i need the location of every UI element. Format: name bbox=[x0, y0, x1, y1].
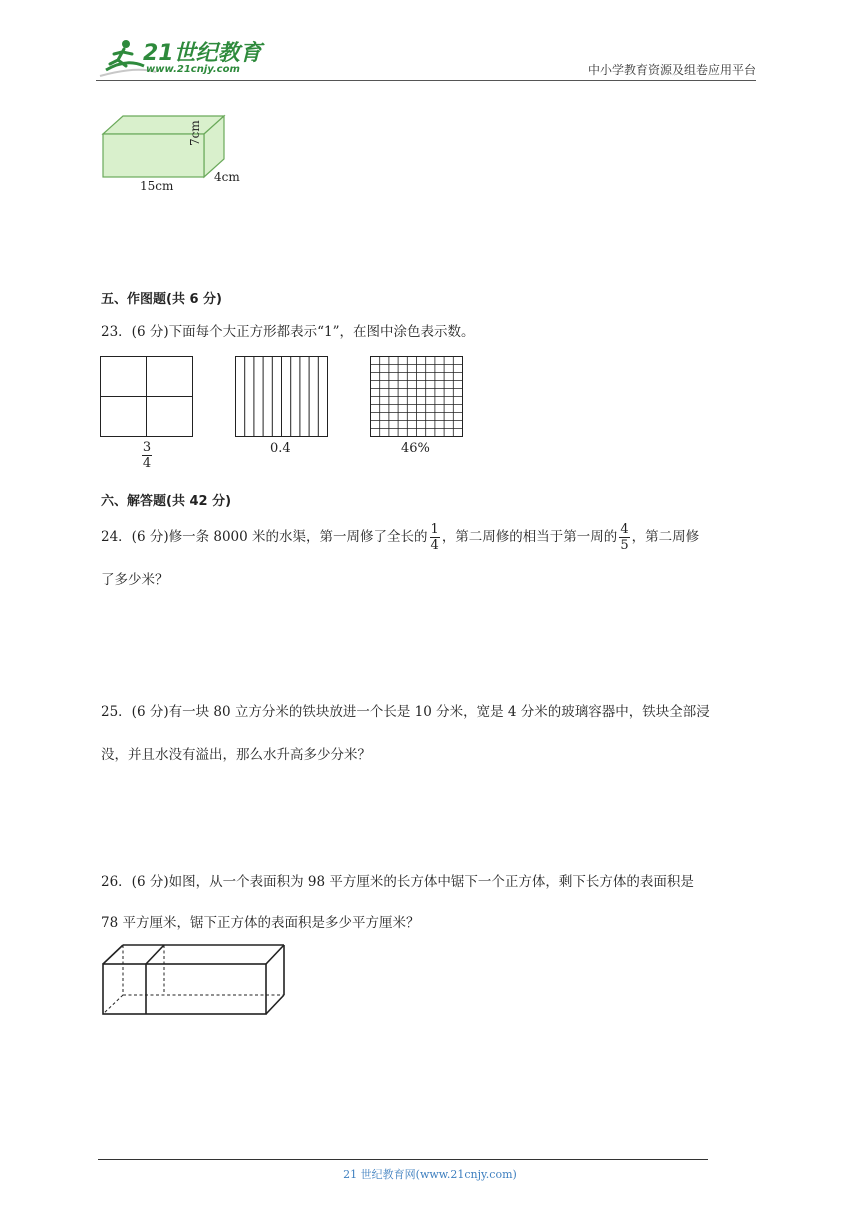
length-label: 15cm bbox=[140, 179, 174, 193]
label-decimal: 0.4 bbox=[270, 441, 291, 456]
question-24-part3: ，第二周修 bbox=[631, 529, 700, 545]
width-label: 4cm bbox=[214, 170, 240, 184]
question-23-text: 23．(6 分)下面每个大正方形都表示“1”，在图中涂色表示数。 bbox=[101, 324, 475, 340]
question-25-line1: 25．(6 分)有一块 80 立方分米的铁块放进一个长是 10 分米，宽是 4 分米的玻璃容器中，铁块全部浸 bbox=[101, 704, 710, 720]
label-percent: 46% bbox=[401, 441, 430, 456]
square-tenths bbox=[235, 356, 329, 438]
footer-divider bbox=[98, 1159, 708, 1160]
fraction-denominator: 4 bbox=[430, 538, 439, 553]
cuboid-figure bbox=[100, 114, 230, 182]
footer-text: 21 世纪教育网(www.21cnjy.com) bbox=[343, 1168, 517, 1181]
fraction-three-quarters bbox=[140, 440, 154, 471]
question-24-part1: 24．(6 分)修一条 8000 米的水渠，第一周修了全长的 bbox=[101, 529, 428, 545]
fraction-numerator: 3 bbox=[142, 440, 152, 455]
section-5-title: 五、作图题(共 6 分) bbox=[101, 292, 222, 307]
question-24-part2: ，第二周修的相当于第一周的 bbox=[441, 529, 618, 545]
question-24-line2: 了多少米？ bbox=[101, 572, 169, 588]
fraction-numerator: 1 bbox=[430, 522, 439, 537]
fraction-numerator: 4 bbox=[620, 522, 629, 537]
question-26-line2: 78 平方厘米，锯下正方体的表面积是多少平方厘米？ bbox=[101, 915, 420, 931]
fraction-denominator: 5 bbox=[620, 538, 629, 553]
fraction-denominator: 4 bbox=[142, 456, 152, 471]
square-hundredths bbox=[370, 356, 464, 438]
logo-brand: 21世纪教育 bbox=[143, 41, 262, 66]
cuboid-cut-figure bbox=[100, 942, 288, 1018]
header-platform-text: 中小学教育资源及组卷应用平台 bbox=[587, 63, 756, 77]
question-26-line1: 26．(6 分)如图，从一个表面积为 98 平方厘米的长方体中锯下一个正方体，剩下长方体的表面积是 bbox=[101, 874, 694, 890]
section-6-title: 六、解答题(共 42 分) bbox=[101, 494, 232, 509]
square-quarters bbox=[100, 356, 194, 438]
header-divider bbox=[96, 80, 756, 81]
question-24-line1 bbox=[101, 522, 699, 553]
height-label: 7cm bbox=[188, 120, 202, 146]
logo-url: www.21cnjy.com bbox=[146, 64, 240, 75]
question-25-line2: 没，并且水没有溢出，那么水升高多少分米？ bbox=[101, 747, 371, 763]
